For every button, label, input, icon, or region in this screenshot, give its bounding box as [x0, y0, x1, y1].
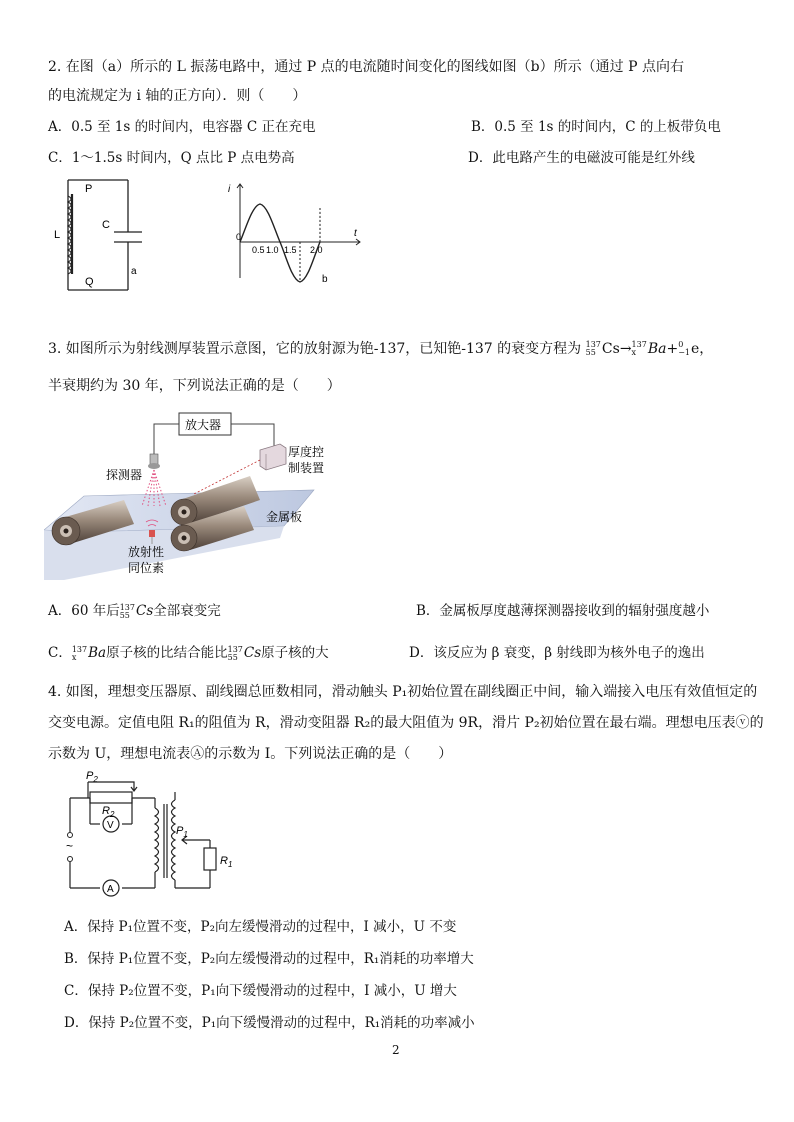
q4-option-d: D．保持 P₂位置不变，P₁向下缓慢滑动的过程中，R₁消耗的功率减小	[64, 1015, 475, 1031]
q4-stem-line2: 交变电源。定值电阻 R₁的阻值为 R，滑动变阻器 R₂的最大阻值为 9R，滑片 P₂初始位置在最右端。理想电压表ⓥ的	[48, 715, 764, 731]
label-r1: $R_1$	[220, 855, 233, 869]
q2-figure-b-current-graph	[222, 178, 368, 290]
q4-figure-transformer-circuit	[58, 768, 238, 908]
q2-option-c: C．1～1.5s 时间内，Q 点比 P 点电势高	[48, 150, 295, 166]
eq-cs-z: 55	[585, 348, 596, 357]
label-c: C	[102, 219, 110, 231]
label-metal-plate: 金属板	[266, 510, 303, 524]
q3-option-a-text-end: 全部衰变完	[153, 603, 221, 619]
label-p1: $P_1$	[176, 825, 188, 839]
tick-1-5: 1.5	[284, 245, 297, 255]
eq-cs-mass: 137	[585, 340, 601, 349]
label-detector: 探测器	[106, 468, 143, 482]
eq-ba-mass: 137	[631, 340, 647, 349]
eq-arrow: →	[619, 341, 632, 357]
q3-stem-line2: 半衰期约为 30 年，下列说法正确的是（ ）	[48, 378, 341, 394]
q3-option-c-text-end: 原子核的大	[261, 645, 329, 661]
q4-stem-line1: 4. 如图，理想变压器原、副线圈总匝数相同，滑动触头 P₁初始位置在副线圈正中间，输入端接入电压有效值恒定的	[48, 684, 758, 700]
label-source-2: 同位素	[128, 561, 165, 575]
q4-option-b: B．保持 P₁位置不变，P₂向左缓慢滑动的过程中，R₁消耗的功率增大	[64, 951, 474, 967]
tick-1-0: 1.0	[266, 245, 279, 255]
q3-option-a-text: A．60 年后	[48, 603, 120, 619]
q2-stem-line1: 2. 在图（a）所示的 L 振荡电路中，通过 P 点的电流随时间变化的图线如图（b）所示（通过 P 点向右	[48, 59, 684, 75]
label-p: P	[85, 183, 93, 195]
ammeter-icon: A	[107, 884, 114, 895]
q3-option-b: B．金属板厚度越薄探测器接收到的辐射强度越小	[416, 603, 710, 619]
label-amplifier: 放大器	[185, 418, 222, 432]
eq-end: ，	[699, 341, 714, 357]
q3-option-c-ba	[72, 643, 106, 663]
eq-e-z: −1	[678, 348, 690, 357]
q3-option-c-label: C．	[48, 645, 72, 661]
axis-t: t	[354, 228, 357, 239]
axis-i: i	[228, 184, 231, 195]
eq-e-symbol: e	[691, 341, 700, 357]
q3-option-c	[48, 643, 329, 663]
ba-mass: 137	[71, 644, 88, 654]
q3-option-d: D．该反应为 β 衰变，β 射线即为核外电子的逸出	[409, 645, 705, 661]
cs-z: 55	[119, 610, 130, 620]
q2-option-d: D．此电路产生的电磁波可能是红外线	[468, 150, 695, 166]
eq-ba-z: x	[631, 348, 637, 357]
cs-symbol-2: Cs	[243, 645, 262, 661]
label-thickness-1: 厚度控	[288, 445, 325, 459]
eq-ba137	[632, 339, 667, 359]
cs-z-2: 55	[227, 652, 238, 662]
label-a: a	[131, 266, 137, 277]
label-q: Q	[85, 276, 94, 288]
label-p2: $P_2$	[86, 770, 98, 784]
ba-z: x	[71, 652, 77, 662]
q2-option-a: A．0.5 至 1s 的时间内，电容器 C 正在充电	[48, 119, 316, 135]
q3-option-c-cs	[228, 643, 262, 663]
label-l: L	[54, 229, 61, 241]
label-b: b	[322, 274, 328, 285]
q4-stem-line3: 示数为 U，理想电流表Ⓐ的示数为 I。下列说法正确的是（ ）	[48, 746, 453, 762]
q2-option-b: B．0.5 至 1s 的时间内，C 的上板带负电	[471, 119, 721, 135]
q3-figure-thickness-gauge	[44, 408, 334, 583]
eq-ba-symbol: Ba	[647, 341, 667, 357]
tick-0-5: 0.5	[252, 245, 265, 255]
q4-option-a: A．保持 P₁位置不变，P₂向左缓慢滑动的过程中，I 减小，U 不变	[64, 919, 457, 935]
eq-plus: +	[666, 341, 679, 357]
q3-option-a	[48, 601, 221, 621]
label-thickness-2: 制装置	[288, 461, 325, 475]
voltmeter-icon: V	[107, 820, 114, 831]
q2-stem-line2: 的电流规定为 i 轴的正方向）．则（ ）	[48, 88, 307, 104]
q3-option-a-cs	[120, 601, 154, 621]
label-r2: $R_2$	[102, 805, 115, 819]
page-number: 2	[392, 1043, 400, 1057]
eq-e-mass: 0	[678, 340, 684, 349]
q3-option-c-text: 原子核的比结合能比	[106, 645, 228, 661]
ac-source-symbol: ~	[66, 839, 74, 853]
ba-symbol: Ba	[88, 645, 107, 661]
label-source-1: 放射性	[128, 545, 165, 559]
q4-option-c: C．保持 P₂位置不变，P₁向下缓慢滑动的过程中，I 减小，U 增大	[64, 983, 457, 999]
cs-symbol: Cs	[136, 603, 154, 619]
eq-electron	[678, 339, 699, 359]
tick-2-0: 2.0	[310, 245, 323, 255]
cs-mass-2: 137	[227, 644, 243, 654]
origin: 0	[236, 232, 242, 242]
q3-stem-line1	[48, 339, 713, 359]
eq-cs137	[586, 339, 620, 359]
eq-cs-symbol: Cs	[601, 341, 620, 357]
q2-figure-a-lc-circuit	[52, 172, 152, 297]
q3-stem-text: 3. 如图所示为射线测厚装置示意图，它的放射源为铯-137，已知铯-137 的衰变方程为	[48, 341, 582, 357]
cs-mass: 137	[119, 602, 135, 612]
